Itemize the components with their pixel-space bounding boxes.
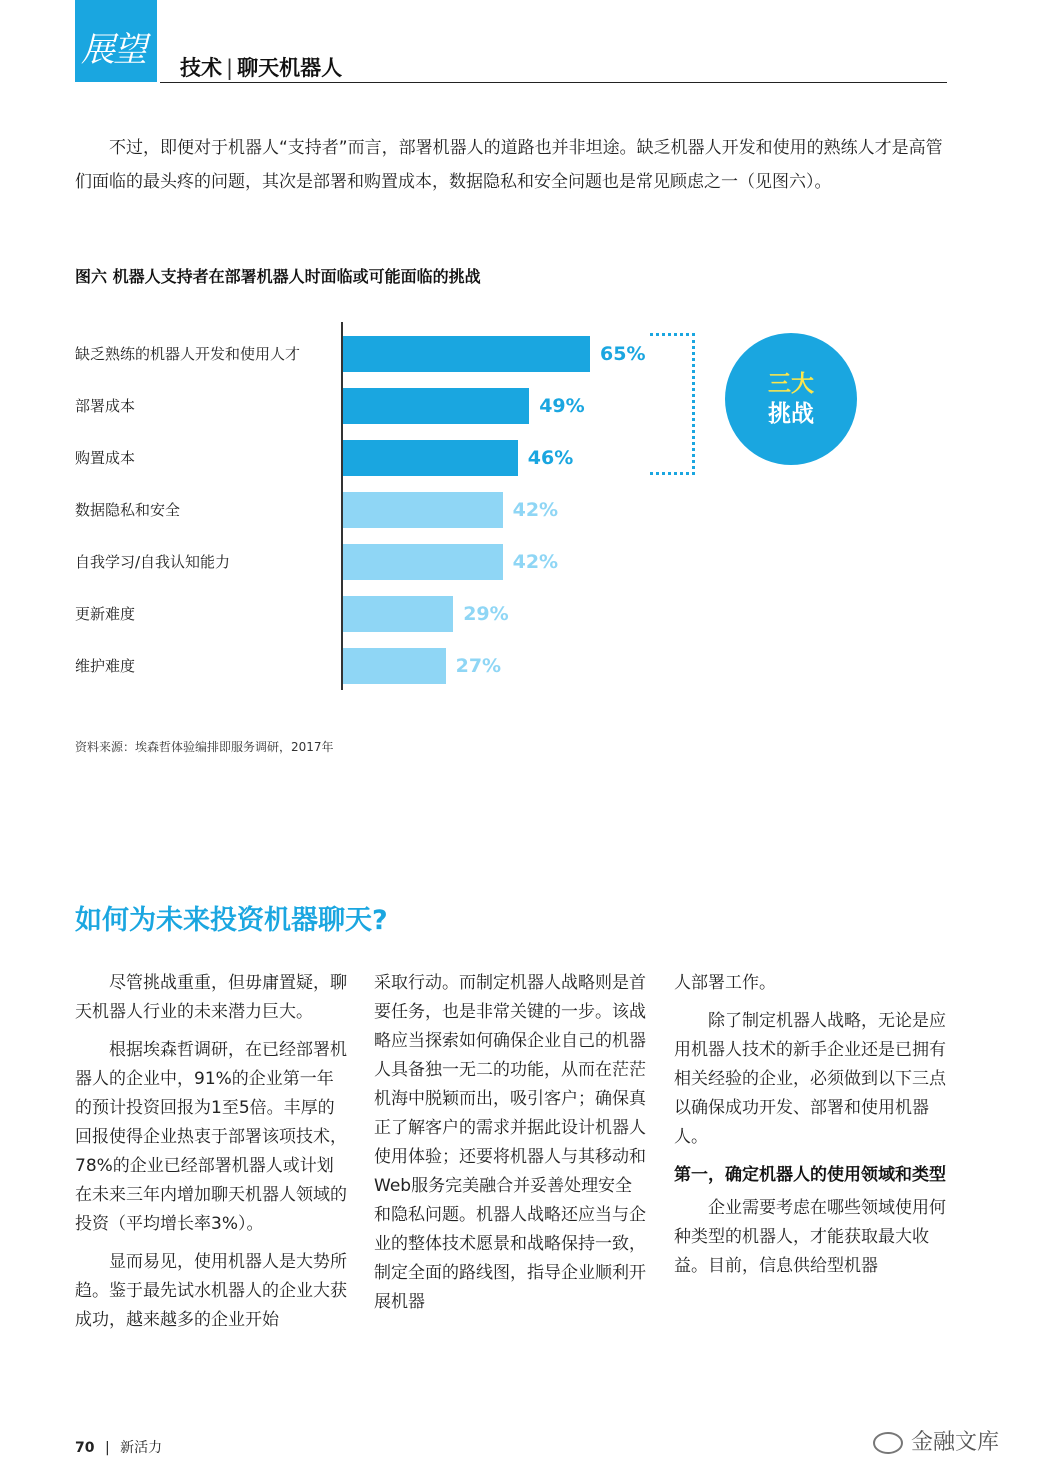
bar — [343, 544, 503, 580]
category-label: 部署成本 — [75, 397, 136, 415]
source-note: 资料来源：埃森哲体验编排即服务调研，2017年 — [75, 740, 334, 754]
c3-paragraph-1: 人部署工作。 — [674, 973, 776, 993]
magazine-name: 新活力 — [120, 1440, 163, 1456]
figure-title: 图六 机器人支持者在部署机器人时面临或可能面临的挑战 — [75, 267, 481, 286]
c1-paragraph-2: 根据埃森哲调研，在已经部署机器人的企业中，91%的企业第一年的预计投资回报为1至5倍。丰厚的回报使得企业热衷于部署该项技术，78%的企业已经部署机器人或计划在未来三年内增加聊天机器人领域的投资（平均增长率3%）。 — [75, 1040, 347, 1234]
page-number: 70 — [75, 1440, 95, 1456]
three-challenges-badge — [725, 333, 857, 465]
footer-separator: | — [104, 1440, 110, 1456]
badge-line-2: 挑战 — [768, 401, 814, 427]
column-1 — [75, 969, 350, 1344]
header-section: 技术 — [180, 56, 222, 80]
category-label: 数据隐私和安全 — [75, 501, 181, 519]
c3-paragraph-3: 企业需要考虑在哪些领域使用何种类型的机器人，才能获取最大收益。目前，信息供给型机器 — [674, 1198, 946, 1276]
bar — [343, 596, 453, 632]
bar-value-label: 49% — [539, 395, 585, 417]
bar-value-label: 65% — [600, 343, 646, 365]
header-logo-text: 展望 — [81, 30, 145, 70]
category-label: 更新难度 — [75, 605, 136, 623]
c1-paragraph-3: 显而易见，使用机器人是大势所趋。鉴于最先试水机器人的企业大获成功，越来越多的企业开始 — [75, 1252, 347, 1330]
bar-value-label: 29% — [463, 603, 509, 625]
bar-value-label: 27% — [455, 655, 502, 677]
c2-paragraph-1: 采取行动。而制定机器人战略则是首要任务，也是非常关键的一步。该战略应当探索如何确保企业自己的机器人具备独一无二的功能，从而在茫茫机海中脱颖而出，吸引客户；确保真正了解客户的需求并据此设计机器人使用体验；还要将机器人与其移动和Web服务完美融合并妥善处理安全和隐私问题。机器人战略还应当与企业的整体技术愿景和战略保持一致，制定全面的路线图，指导企业顺利开展机器 — [374, 973, 646, 1312]
c3-subheading: 第一，确定机器人的使用领域和类型 — [674, 1165, 946, 1185]
bar — [343, 336, 590, 372]
top-three-bracket — [650, 333, 695, 475]
footer — [75, 1437, 162, 1457]
column-3 — [674, 969, 949, 1290]
bar-value-label: 42% — [512, 499, 559, 521]
bar-value-label: 46% — [527, 447, 574, 469]
c1-paragraph-1: 尽管挑战重重，但毋庸置疑，聊天机器人行业的未来潜力巨大。 — [75, 973, 347, 1022]
watermark — [873, 1425, 999, 1456]
bar — [343, 648, 446, 684]
category-label: 自我学习/自我认知能力 — [75, 553, 231, 571]
bar — [343, 492, 503, 528]
c3-paragraph-2: 除了制定机器人战略，无论是应用机器人技术的新手企业还是已拥有相关经验的企业，必须做到以下三点以确保成功开发、部署和使用机器人。 — [674, 1011, 946, 1147]
column-2 — [374, 969, 649, 1326]
watermark-text: 金融文库 — [911, 1430, 1000, 1455]
category-label: 维护难度 — [75, 657, 136, 675]
header-rule — [160, 82, 947, 83]
category-label: 购置成本 — [75, 449, 136, 467]
wechat-icon — [873, 1432, 903, 1454]
bar — [343, 388, 529, 424]
category-label: 缺乏熟练的机器人开发和使用人才 — [75, 345, 301, 363]
section-heading: 如何为未来投资机器聊天? — [75, 905, 388, 936]
bar — [343, 440, 518, 476]
header-topic: 聊天机器人 — [237, 56, 343, 80]
badge-line-1: 三大 — [768, 371, 814, 397]
bar-value-label: 42% — [512, 551, 559, 573]
intro-paragraph: 不过，即便对于机器人“支持者”而言，部署机器人的道路也并非坦途。缺乏机器人开发和使用的熟练人才是高管们面临的最头疼的问题，其次是部署和购置成本，数据隐私和安全问题也是常见顾虑之一（见图六）。 — [75, 138, 943, 192]
header-logo-block — [75, 0, 157, 82]
header-title: 技术 | 聊天机器人 — [180, 56, 343, 80]
